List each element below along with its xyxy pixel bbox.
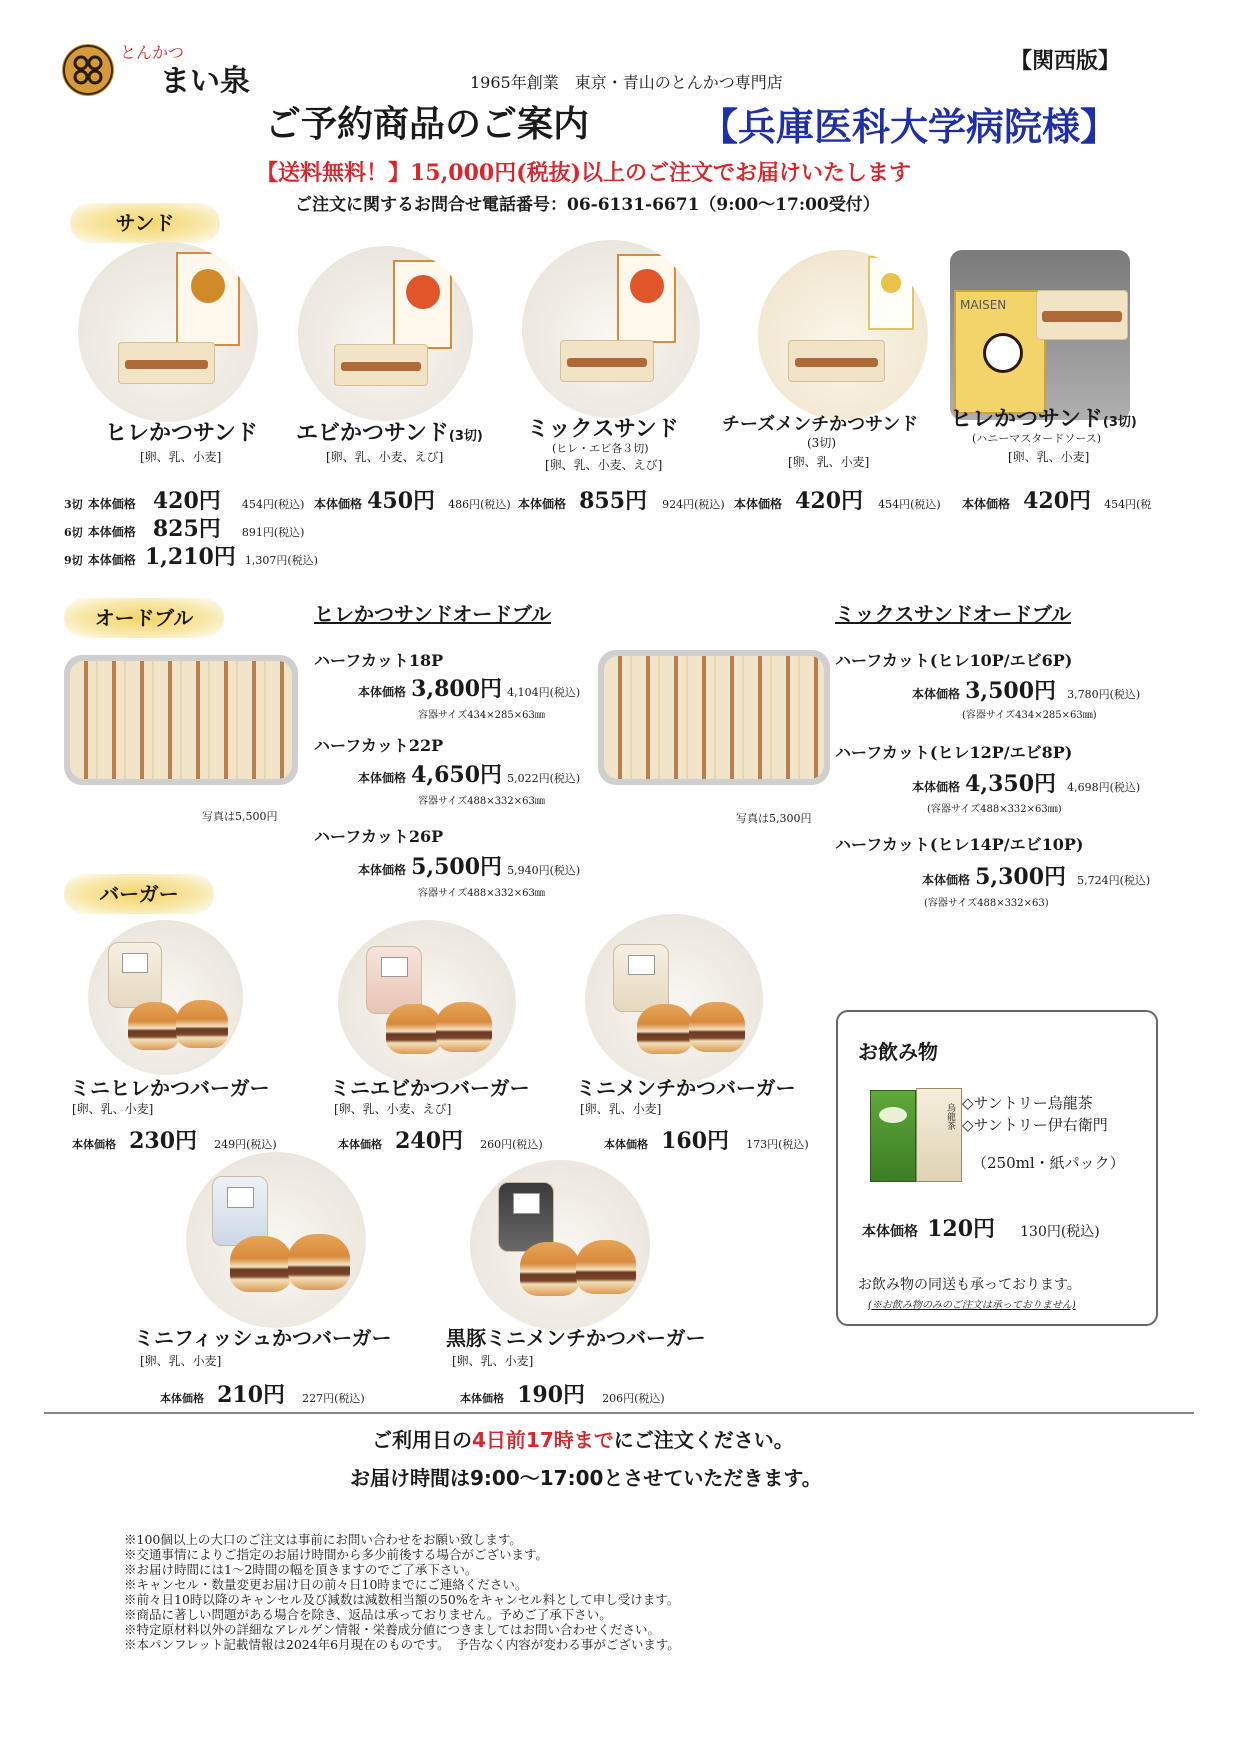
product-photo-hire-burger — [88, 920, 243, 1075]
hors-hire-item-3-price — [358, 850, 580, 881]
sand-name-4: チーズメンチかつサンド — [722, 414, 919, 435]
price-tax: 260円(税込) — [480, 1138, 543, 1151]
drinks-box — [836, 1010, 1158, 1326]
sand-allergy-5: [卵、乳、小麦] — [1008, 450, 1090, 464]
hors-mix-item-2-size: (容器サイズ488×332×63㎜) — [927, 804, 1062, 815]
price-value: 210円 — [217, 1382, 286, 1408]
hors-mix-photo — [598, 650, 830, 785]
hors-mix-item-1-price — [912, 674, 1140, 705]
price-value: 120円 — [927, 1216, 996, 1242]
cut-label: 9切 — [64, 554, 83, 567]
price-tax: 1,307円(税込) — [244, 554, 318, 567]
price-tax: 4,104円(税込) — [507, 686, 581, 699]
price-label: 本体価格 — [87, 553, 136, 567]
hors-mix-item-2-name: ハーフカット(ヒレ12P/エビ8P) — [835, 743, 1073, 762]
burger-allergy-4: [卵、乳、小麦] — [140, 1354, 222, 1368]
price-value: 240円 — [395, 1128, 464, 1154]
hors-mix-item-1-name: ハーフカット(ヒレ10P/エビ6P) — [835, 651, 1073, 670]
price-label: 本体価格 — [87, 497, 136, 511]
hors-hire-item-2-name: ハーフカット22P — [314, 736, 444, 755]
edition-label: 【関西版】 — [1010, 49, 1121, 74]
price-value: 855円 — [579, 488, 648, 514]
hors-hire-item-1-size: 容器サイズ434×285×63㎜ — [418, 710, 545, 721]
note-line: ※交通事情によりご指定のお届け時間から多少前後する場合がございます。 — [124, 1547, 549, 1562]
price-label: 本体価格 — [912, 780, 961, 794]
price-label: 本体価格 — [160, 1392, 204, 1405]
brand-logo — [62, 44, 114, 96]
price-value: 1,210円 — [144, 544, 236, 570]
burger-price-2 — [338, 1124, 543, 1155]
price-tax: 454円(税 — [1104, 498, 1152, 511]
price-tax: 5,724円(税込) — [1077, 874, 1151, 887]
burger-allergy-3: [卵、乳、小麦] — [580, 1102, 662, 1116]
price-value: 230円 — [129, 1128, 198, 1154]
product-photo-hire-honey-sand — [950, 250, 1130, 420]
sand-name-5-suffix: (3切) — [1102, 415, 1137, 430]
price-label: 本体価格 — [338, 1138, 382, 1151]
price-label: 本体価格 — [604, 1138, 648, 1151]
price-tax: 924円(税込) — [662, 498, 725, 511]
price-label: 本体価格 — [314, 497, 363, 511]
price-label: 本体価格 — [87, 525, 136, 539]
price-value: 3,800円 — [411, 676, 502, 702]
price-label: 本体価格 — [734, 497, 783, 511]
price-label: 本体価格 — [358, 863, 407, 877]
product-photo-hire-sand — [78, 242, 258, 422]
hors-hire-item-3-name: ハーフカット26P — [314, 827, 444, 846]
price-label: 本体価格 — [922, 873, 971, 887]
logo-mark-icon — [62, 44, 114, 96]
sand-price-4 — [734, 484, 941, 515]
note-line: ※100個以上の大口のご注文は事前にお問い合わせをお願い致します。 — [124, 1532, 522, 1547]
price-tax: 4,698円(税込) — [1067, 781, 1141, 794]
sand-allergy-3: [卵、乳、小麦、えび] — [545, 458, 663, 472]
section-label-hors: オードブル — [64, 598, 224, 638]
price-tax: 173円(税込) — [746, 1138, 809, 1151]
burger-price-5 — [460, 1378, 665, 1409]
brand-small: とんかつ — [120, 43, 185, 62]
order-deadline-a: ご利用日の — [372, 1428, 472, 1452]
price-value: 5,300円 — [975, 864, 1066, 890]
note-line: ※本パンフレット記載情報は2024年6月現在のものです。 予告なく内容が変わる事がございます。 — [124, 1637, 680, 1652]
note-line: ※特定原材料以外の詳細なアレルゲン情報・栄養成分値につきましてはお問い合わせください。 — [124, 1622, 660, 1637]
price-value: 4,350円 — [965, 771, 1056, 797]
price-value: 160円 — [661, 1128, 730, 1154]
hors-mix-item-2-price — [912, 767, 1140, 798]
cut-label: 6切 — [64, 526, 83, 539]
sand-name-3: ミックスサンド — [527, 417, 679, 442]
burger-name-5: 黒豚ミニメンチかつバーガー — [446, 1326, 706, 1350]
sand-sub-4: (3切) — [807, 436, 836, 450]
price-value: 420円 — [1023, 488, 1092, 514]
sand-allergy-2: [卵、乳、小麦、えび] — [326, 450, 444, 464]
drink-pack-iyemon — [916, 1088, 962, 1182]
price-value: 4,650円 — [411, 762, 502, 788]
section-label-burger: バーガー — [64, 874, 214, 914]
hors-mix-item-3-price — [922, 860, 1150, 891]
burger-price-1 — [72, 1124, 277, 1155]
price-tax: 5,022円(税込) — [507, 772, 581, 785]
sand-sub-5: (ハニーマスタードソース) — [972, 432, 1102, 445]
burger-name-3: ミニメンチかつバーガー — [576, 1076, 796, 1100]
product-photo-ebi-burger — [338, 920, 516, 1085]
hors-mix-item-3-size: (容器サイズ488×332×63) — [924, 898, 1049, 909]
burger-name-2: ミニエビかつバーガー — [330, 1076, 530, 1100]
price-label: 本体価格 — [358, 685, 407, 699]
sand-name-1: ヒレかつサンド — [105, 421, 258, 446]
price-tax: 486円(税込) — [448, 498, 511, 511]
box-brand-text: MAISEN — [960, 298, 1007, 312]
price-tax: 227円(税込) — [302, 1392, 365, 1405]
page-title: ご予約商品のご案内 — [265, 104, 590, 145]
sand-name-5 — [950, 402, 1137, 433]
drink-pack-text: 烏龍茶 — [945, 1103, 955, 1130]
price-tax: 891円(税込) — [241, 526, 305, 539]
product-photo-mix-sand — [522, 240, 700, 418]
sand-allergy-1: [卵、乳、小麦] — [140, 450, 222, 464]
sand-allergy-4: [卵、乳、小麦] — [788, 455, 870, 469]
sand-price-2 — [314, 484, 511, 515]
order-deadline-c: にご注文ください。 — [613, 1428, 794, 1452]
order-deadline — [372, 1424, 794, 1453]
price-value: 420円 — [795, 488, 864, 514]
price-tax: 249円(税込) — [214, 1138, 277, 1151]
price-label: 本体価格 — [962, 497, 1011, 511]
price-value: 5,500円 — [411, 854, 502, 880]
drink-item-1: ◇サントリー烏龍茶 — [962, 1094, 1093, 1112]
product-photo-kurobuta-burger — [470, 1160, 650, 1330]
price-label: 本体価格 — [358, 771, 407, 785]
price-label: 本体価格 — [862, 1224, 918, 1240]
price-tax: 3,780円(税込) — [1067, 688, 1141, 701]
hors-hire-item-1-price — [358, 672, 580, 703]
hors-mix-title: ミックスサンドオードブル — [835, 602, 1071, 626]
drink-price — [862, 1212, 1100, 1243]
founded-text: 1965年創業 東京・青山のとんかつ専門店 — [470, 73, 783, 92]
note-line: ※お届け時間には1～2時間の幅を頂きますのでご了承下さい。 — [124, 1562, 478, 1577]
drink-spec: （250ml・紙パック） — [972, 1154, 1125, 1172]
phone-text: ご注文に関するお問合せ電話番号：06-6131-6671（9:00～17:00受付） — [295, 195, 880, 215]
product-photo-ebi-sand — [298, 246, 473, 421]
hospital-name: 【兵庫医科大学病院様】 — [700, 105, 1119, 149]
drink-item-2: ◇サントリー伊右衛門 — [962, 1116, 1108, 1134]
burger-allergy-2: [卵、乳、小麦、えび] — [334, 1102, 452, 1116]
price-value: 3,500円 — [965, 678, 1056, 704]
burger-name-4: ミニフィッシュかつバーガー — [134, 1326, 392, 1350]
drinks-note: お飲み物の同送も承っております。 — [858, 1277, 1081, 1293]
price-label: 本体価格 — [518, 497, 567, 511]
price-tax: 5,940円(税込) — [507, 864, 581, 877]
drinks-title: お飲み物 — [858, 1040, 938, 1064]
note-line: ※キャンセル・数量変更お届け日の前々日10時までにご連絡ください。 — [124, 1577, 528, 1592]
hors-hire-item-2-size: 容器サイズ488×332×63㎜ — [418, 796, 545, 807]
price-tax: 454円(税込) — [241, 498, 305, 511]
sand-name-2-suffix: (3切) — [448, 429, 483, 444]
hors-hire-item-1-name: ハーフカット18P — [314, 651, 444, 670]
burger-allergy-1: [卵、乳、小麦] — [72, 1102, 154, 1116]
burger-price-4 — [160, 1378, 365, 1409]
divider-line — [44, 1412, 1194, 1414]
product-photo-fish-burger — [186, 1152, 366, 1328]
burger-allergy-5: [卵、乳、小麦] — [452, 1354, 534, 1368]
sand-price-5 — [962, 484, 1151, 515]
sand-name-5-text: ヒレかつサンド — [950, 407, 1103, 432]
price-value: 420円 — [152, 488, 221, 514]
cut-label: 3切 — [64, 498, 83, 511]
price-label: 本体価格 — [460, 1392, 504, 1405]
sand-name-2-text: エビかつサンド — [296, 421, 449, 446]
price-tax: 454円(税込) — [878, 498, 941, 511]
hors-mix-item-3-name: ハーフカット(ヒレ14P/エビ10P) — [835, 835, 1084, 854]
hors-hire-item-3-size: 容器サイズ488×332×63㎜ — [418, 888, 545, 899]
hire-price-9 — [64, 540, 318, 571]
hire-price-3 — [64, 484, 304, 515]
delivery-hours: お届け時間は9:00～17:00とさせていただきます。 — [350, 1466, 822, 1490]
brand-name: まい泉 — [160, 64, 250, 99]
hors-hire-photo — [64, 655, 298, 785]
section-label-sand: サンド — [70, 203, 220, 243]
price-value: 190円 — [517, 1382, 586, 1408]
drink-pack-oolong — [870, 1090, 916, 1182]
order-deadline-b: 4日前17時まで — [472, 1428, 614, 1452]
hors-mix-item-1-size: (容器サイズ434×285×63㎜) — [962, 710, 1097, 721]
price-label: 本体価格 — [72, 1138, 116, 1151]
hors-hire-photo-note: 写真は5,500円 — [202, 810, 278, 823]
burger-price-3 — [604, 1124, 809, 1155]
price-tax: 130円(税込) — [1020, 1224, 1100, 1240]
product-photo-cheese-sand — [758, 250, 928, 420]
price-tax: 206円(税込) — [602, 1392, 665, 1405]
sand-sub-3: (ヒレ・エビ各３切) — [552, 442, 649, 455]
sand-price-3 — [518, 484, 725, 515]
footer-notes — [124, 1532, 680, 1652]
drinks-note-2: (※お飲み物のみのご注文は承っておりません) — [868, 1300, 1076, 1311]
hors-hire-item-2-price — [358, 758, 580, 789]
burger-name-1: ミニヒレかつバーガー — [70, 1076, 270, 1100]
price-value: 825円 — [152, 516, 221, 542]
sand-name-2 — [296, 416, 483, 447]
price-label: 本体価格 — [912, 687, 961, 701]
free-shipping: 【送料無料！】15,000円(税抜)以上のご注文でお届けいたします — [256, 160, 912, 186]
hors-mix-photo-note: 写真は5,300円 — [736, 812, 812, 825]
price-value: 450円 — [367, 488, 436, 514]
hire-price-6 — [64, 512, 304, 543]
note-line: ※商品に著しい問題がある場合を除き、返品は承っておりません。予めご了承下さい。 — [124, 1607, 612, 1622]
product-photo-menchi-burger — [585, 914, 763, 1084]
hors-hire-title: ヒレかつサンドオードブル — [314, 602, 551, 626]
note-line: ※前々日10時以降のキャンセル及び減数は減数相当額の50%をキャンセル料として申し受けます。 — [124, 1592, 680, 1607]
